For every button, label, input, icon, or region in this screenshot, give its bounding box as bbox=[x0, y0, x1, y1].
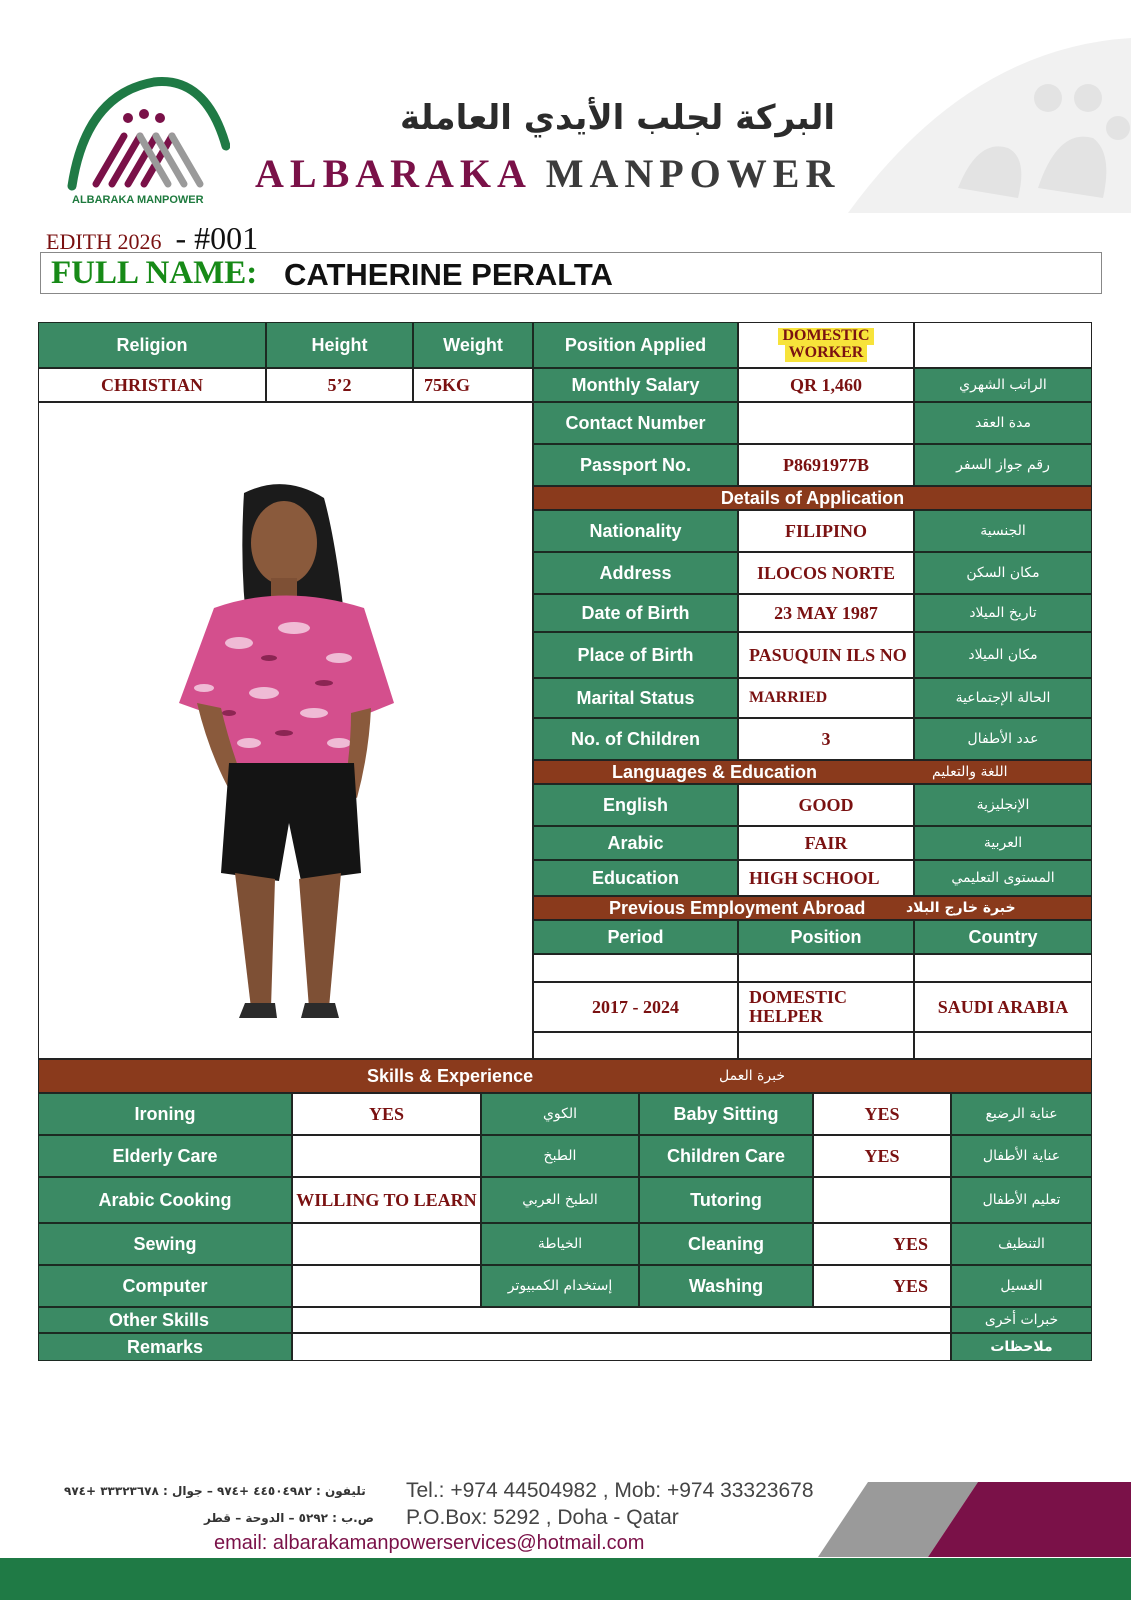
skill-ironing-label: Ironing bbox=[38, 1093, 292, 1135]
address-arabic: مكان السكن bbox=[914, 552, 1092, 594]
skill-baby-sitting-label: Baby Sitting bbox=[639, 1093, 813, 1135]
skill-baby-sitting-arabic: عناية الرضيع bbox=[951, 1093, 1092, 1135]
employment-period: 2017 - 2024 bbox=[533, 982, 738, 1032]
contact-number-value bbox=[738, 402, 914, 444]
full-name-value: CATHERINE PERALTA bbox=[284, 257, 613, 292]
footer-decoration bbox=[818, 1482, 1131, 1557]
remarks-label: Remarks bbox=[38, 1333, 292, 1361]
date-of-birth-arabic: تاريخ الميلاد bbox=[914, 594, 1092, 632]
employment-header-en: Previous Employment Abroad bbox=[609, 897, 866, 918]
date-of-birth-value: 23 MAY 1987 bbox=[738, 594, 914, 632]
employment-header bbox=[533, 896, 1092, 920]
brand-name-part-1: ALBARAKA bbox=[255, 151, 530, 196]
skill-tutoring-arabic: تعليم الأطفال bbox=[951, 1177, 1092, 1223]
skills-header bbox=[38, 1059, 1092, 1093]
other-skills-label: Other Skills bbox=[38, 1307, 292, 1333]
position-applied-value bbox=[738, 322, 914, 368]
place-of-birth-label: Place of Birth bbox=[533, 632, 738, 678]
employment-empty-country-2 bbox=[914, 1032, 1092, 1059]
education-label: Education bbox=[533, 860, 738, 896]
skill-computer-label: Computer bbox=[38, 1265, 292, 1307]
skill-tutoring-label: Tutoring bbox=[639, 1177, 813, 1223]
footer-phone-arabic: تليفون : ٤٤٥٠٤٩٨٢ +٩٧٤ – جوال : ٣٣٣٢٣٦٧٨ +٩٧٤ bbox=[64, 1484, 366, 1498]
skill-tutoring-value bbox=[813, 1177, 951, 1223]
height-label: Height bbox=[266, 322, 413, 368]
brand-name-part-2: MANPOWER bbox=[545, 151, 841, 196]
brand-name-english bbox=[255, 150, 840, 197]
details-header: Details of Application bbox=[533, 486, 1092, 510]
skill-washing-label: Washing bbox=[639, 1265, 813, 1307]
children-label: No. of Children bbox=[533, 718, 738, 760]
place-of-birth-arabic: مكان الميلاد bbox=[914, 632, 1092, 678]
skill-arabic-cooking-arabic: الطبخ العربي bbox=[481, 1177, 639, 1223]
passport-label: Passport No. bbox=[533, 444, 738, 486]
weight-value: 75KG bbox=[413, 368, 533, 402]
full-name-box bbox=[40, 252, 1102, 294]
applicant-photo-frame bbox=[38, 402, 533, 1059]
skill-arabic-cooking-value: WILLING TO LEARN bbox=[292, 1177, 481, 1223]
skills-header-ar: خبرة العمل bbox=[719, 1067, 785, 1084]
skill-sewing-arabic: الخياطة bbox=[481, 1223, 639, 1265]
skill-cleaning-label: Cleaning bbox=[639, 1223, 813, 1265]
skill-children-care-arabic: عناية الأطفال bbox=[951, 1135, 1092, 1177]
other-skills-value bbox=[292, 1307, 951, 1333]
employment-country: SAUDI ARABIA bbox=[914, 982, 1092, 1032]
children-value: 3 bbox=[738, 718, 914, 760]
passport-arabic: رقم جواز السفر bbox=[914, 444, 1092, 486]
other-skills-arabic: خبرات أخرى bbox=[951, 1307, 1092, 1333]
marital-status-value: MARRIED bbox=[738, 678, 914, 718]
english-arabic: الإنجليزية bbox=[914, 784, 1092, 826]
brand-name-arabic: البركة لجلب الأيدي العاملة bbox=[400, 98, 835, 138]
monthly-salary-value: QR 1,460 bbox=[738, 368, 914, 402]
background-decoration bbox=[848, 38, 1131, 213]
employment-position: DOMESTIC HELPER bbox=[738, 982, 914, 1032]
nationality-arabic: الجنسية bbox=[914, 510, 1092, 552]
skill-computer-arabic: إستخدام الكمبيوتر bbox=[481, 1265, 639, 1307]
skill-washing-arabic: الغسيل bbox=[951, 1265, 1092, 1307]
position-applied-line-2: WORKER bbox=[785, 345, 868, 362]
skill-elderly-care-label: Elderly Care bbox=[38, 1135, 292, 1177]
employment-empty-position-2 bbox=[738, 1032, 914, 1059]
skill-cleaning-value: YES bbox=[813, 1223, 951, 1265]
skill-ironing-arabic: الكوي bbox=[481, 1093, 639, 1135]
period-label: Period bbox=[533, 920, 738, 954]
languages-header bbox=[533, 760, 1092, 784]
footer-band bbox=[0, 1558, 1131, 1600]
contact-number-label: Contact Number bbox=[533, 402, 738, 444]
religion-value: CHRISTIAN bbox=[38, 368, 266, 402]
skill-baby-sitting-value: YES bbox=[813, 1093, 951, 1135]
languages-header-ar: اللغة والتعليم bbox=[932, 763, 1008, 780]
footer-phone: Tel.: +974 44504982 , Mob: +974 33323678 bbox=[406, 1479, 814, 1502]
full-name-label: FULL NAME: bbox=[51, 255, 258, 291]
skill-sewing-value bbox=[292, 1223, 481, 1265]
logo-caption: ALBARAKA MANPOWER bbox=[72, 194, 204, 206]
height-value: 5’2 bbox=[266, 368, 413, 402]
country-label: Country bbox=[914, 920, 1092, 954]
monthly-salary-arabic: الراتب الشهري bbox=[914, 368, 1092, 402]
employment-empty-period-1 bbox=[533, 954, 738, 982]
arabic-value: FAIR bbox=[738, 826, 914, 860]
address-value: ILOCOS NORTE bbox=[738, 552, 914, 594]
position-label: Position bbox=[738, 920, 914, 954]
weight-label: Weight bbox=[413, 322, 533, 368]
marital-status-label: Marital Status bbox=[533, 678, 738, 718]
position-applied-arabic bbox=[914, 322, 1092, 368]
skill-ironing-value: YES bbox=[292, 1093, 481, 1135]
remarks-arabic: ملاحظات bbox=[951, 1333, 1092, 1361]
religion-label: Religion bbox=[38, 322, 266, 368]
position-applied-line-1: DOMESTIC bbox=[778, 328, 873, 345]
company-logo bbox=[66, 74, 230, 206]
skill-elderly-care-value bbox=[292, 1135, 481, 1177]
position-applied-label: Position Applied bbox=[533, 322, 738, 368]
languages-header-en: Languages & Education bbox=[612, 761, 818, 782]
passport-value: P8691977B bbox=[738, 444, 914, 486]
cv-code-number: - #001 bbox=[175, 220, 259, 256]
employment-empty-country-1 bbox=[914, 954, 1092, 982]
cv-code-prefix: EDITH 2026 bbox=[46, 229, 162, 254]
date-of-birth-label: Date of Birth bbox=[533, 594, 738, 632]
skill-washing-value: YES bbox=[813, 1265, 951, 1307]
footer-pobox-arabic: ص.ب : ٥٢٩٢ – الدوحة – قطر bbox=[204, 1511, 374, 1525]
employment-empty-period-2 bbox=[533, 1032, 738, 1059]
marital-status-arabic: الحالة الإجتماعية bbox=[914, 678, 1092, 718]
nationality-value: FILIPINO bbox=[738, 510, 914, 552]
employment-header-ar: خبرة خارج البلاد bbox=[906, 899, 1016, 916]
footer-email: email: albarakamanpowerservices@hotmail.com bbox=[214, 1532, 645, 1554]
employment-empty-position-1 bbox=[738, 954, 914, 982]
monthly-salary-label: Monthly Salary bbox=[533, 368, 738, 402]
education-value: HIGH SCHOOL bbox=[738, 860, 914, 896]
education-arabic: المستوى التعليمي bbox=[914, 860, 1092, 896]
skill-arabic-cooking-label: Arabic Cooking bbox=[38, 1177, 292, 1223]
arabic-label: Arabic bbox=[533, 826, 738, 860]
english-value: GOOD bbox=[738, 784, 914, 826]
address-label: Address bbox=[533, 552, 738, 594]
skill-children-care-label: Children Care bbox=[639, 1135, 813, 1177]
skill-computer-value bbox=[292, 1265, 481, 1307]
children-arabic: عدد الأطفال bbox=[914, 718, 1092, 760]
skill-elderly-care-arabic: الطبخ bbox=[481, 1135, 639, 1177]
english-label: English bbox=[533, 784, 738, 826]
nationality-label: Nationality bbox=[533, 510, 738, 552]
remarks-value bbox=[292, 1333, 951, 1361]
skill-children-care-value: YES bbox=[813, 1135, 951, 1177]
place-of-birth-value: PASUQUIN ILS NO bbox=[738, 632, 914, 678]
skills-header-en: Skills & Experience bbox=[367, 1065, 534, 1086]
applicant-photo bbox=[39, 403, 534, 1060]
footer-pobox: P.O.Box: 5292 , Doha - Qatar bbox=[406, 1506, 679, 1529]
contact-number-arabic: مدة العقد bbox=[914, 402, 1092, 444]
skill-cleaning-arabic: التنظيف bbox=[951, 1223, 1092, 1265]
skill-sewing-label: Sewing bbox=[38, 1223, 292, 1265]
arabic-arabic: العربية bbox=[914, 826, 1092, 860]
